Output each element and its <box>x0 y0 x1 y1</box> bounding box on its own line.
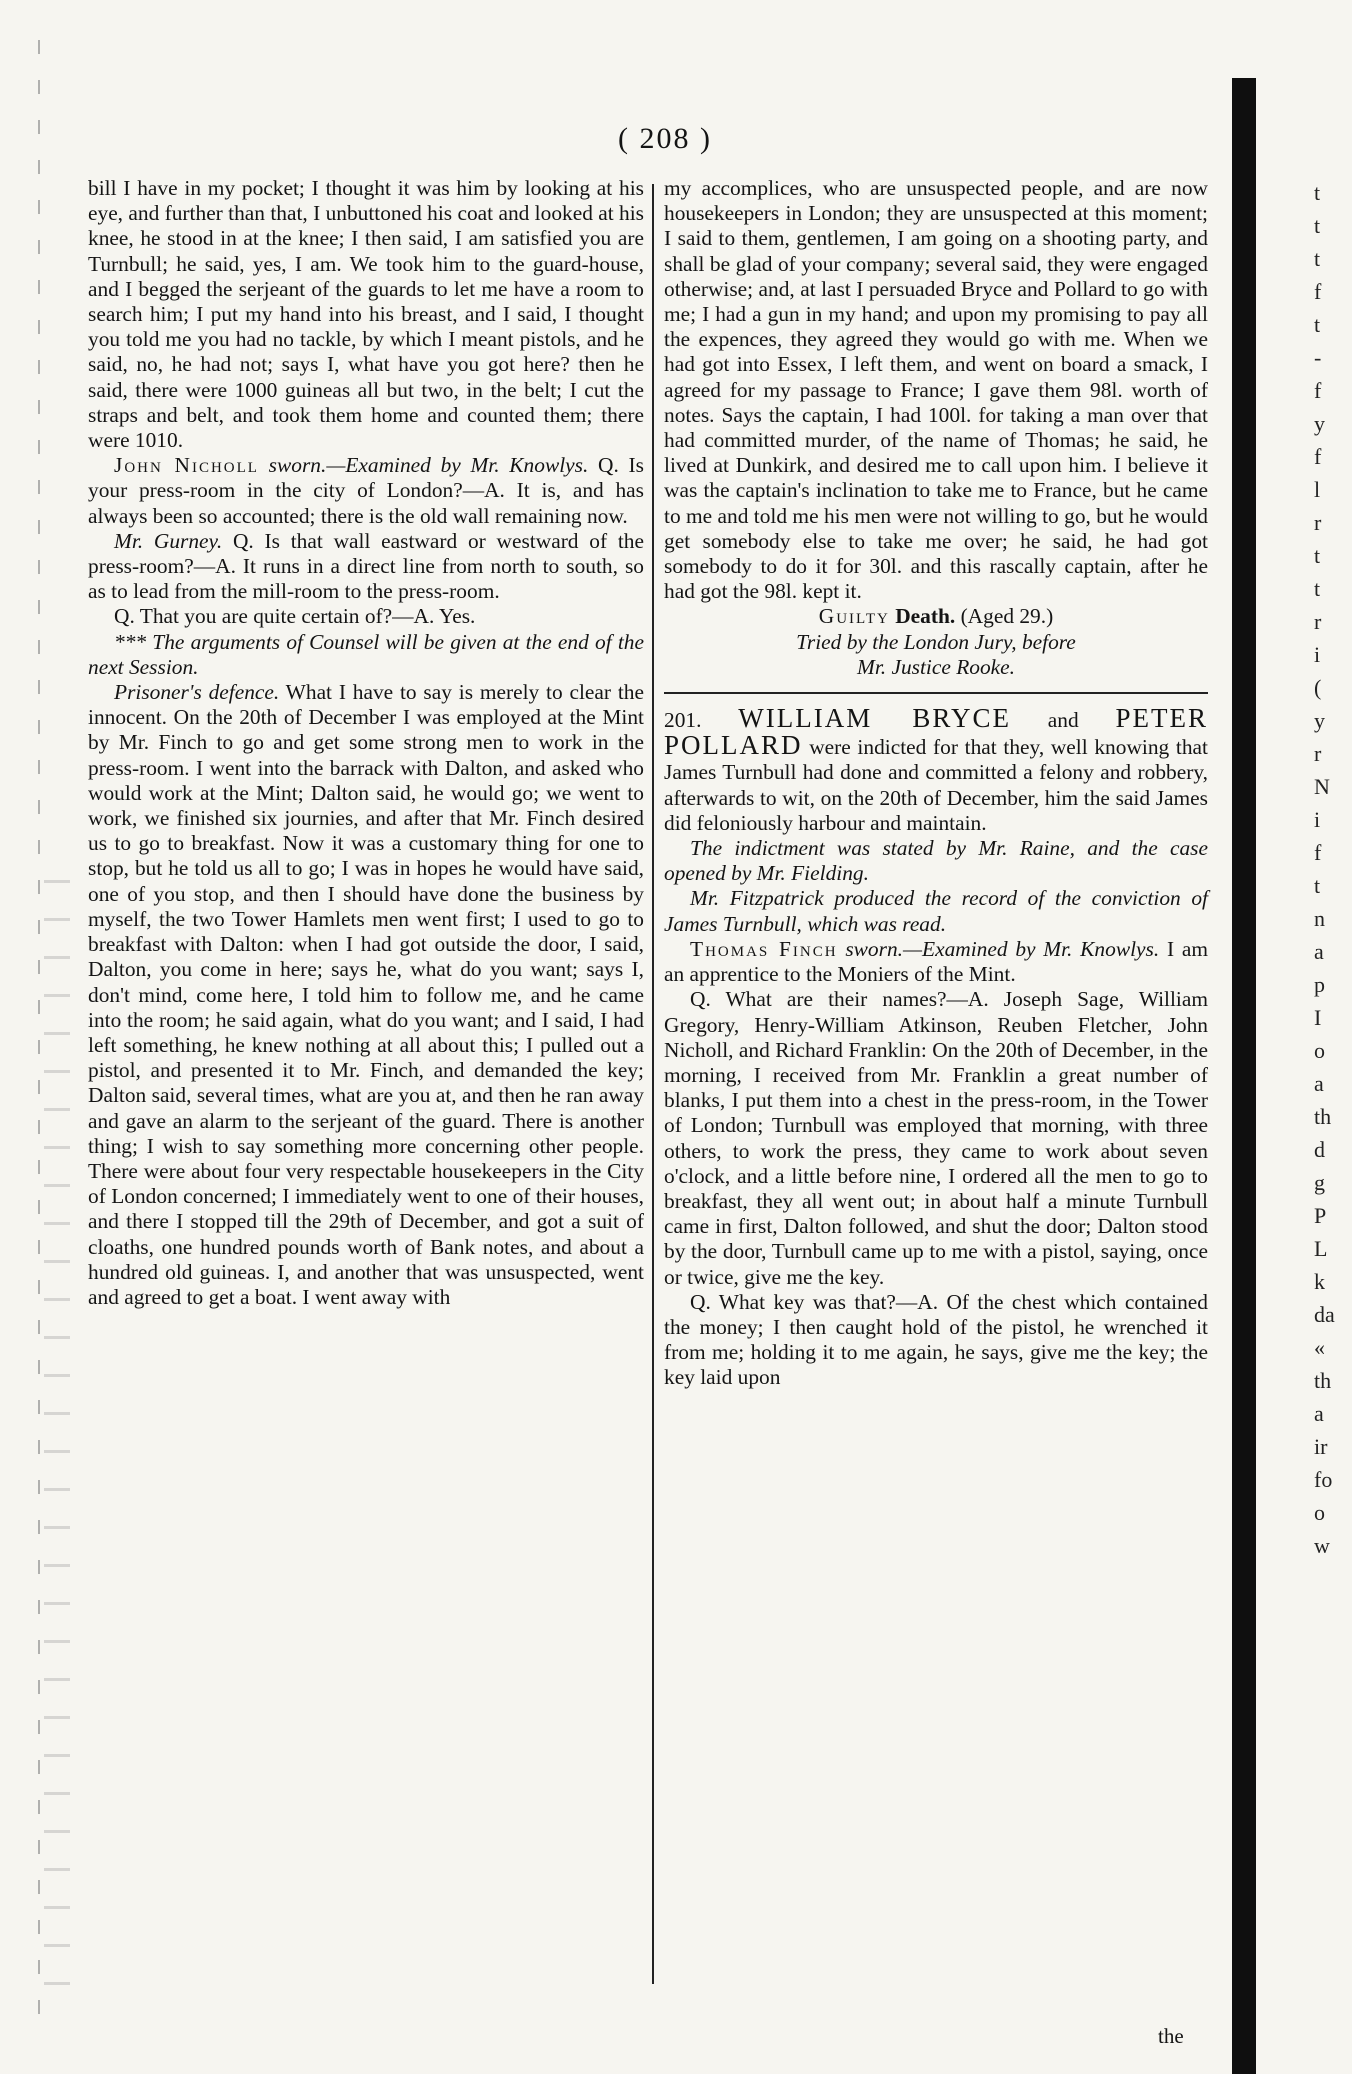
case-defendant-1: WILLIAM BRYCE <box>738 703 1011 734</box>
right-continuation: my accomplices, who are unsuspected people, and are now housekeepers in London; they are unsuspected at this moment; I said to them, gentlemen, I am going on a shooting party, and shall be glad of your company; several said, they were engaged otherwise; and, at last I persuaded Bryce and Pollard to go with me; I had a gun in my hand; and upon my promising to pay all the expences, they agreed they would go with me. When we had got into Essex, I left them, and went on board a smack, I agreed for my passage to France; I gave them 98l. worth of notes. Says the captain, I had 100l. for taking a man over that had committed murder, of the name of Thomas; he said, he lived at Dunkirk, and desired me to call upon him. I believe it was the captain's inclination to take me to France, but he came to me and told me his men were not willing to go, but he would get somebody else to take me over; he said, he had got somebody to do it for 30l. and this rascally captain, after he had got the 98l. kept it. <box>664 176 1208 604</box>
witness-text: Q. Is your press-room in the city of London?—A. It is, and has always been so accounted; there is the old wall remaining now. <box>88 453 644 528</box>
facing-page-fragment: w <box>1314 1533 1330 1558</box>
facing-page-fragment: f <box>1314 378 1322 403</box>
book-spine-shadow <box>1232 78 1256 2074</box>
facing-page-fragment: L <box>1314 1236 1328 1261</box>
left-paragraph-3: Q. That you are quite certain of?—A. Yes. <box>114 604 476 629</box>
facing-page-fragment: n <box>1314 906 1325 931</box>
speaker-text: Q. Is that wall eastward or westward of the press-room?—A. It runs in a direct line from north to south, so as to lead from the mill-room to the press-room. <box>88 528 644 604</box>
case-number: 201. <box>664 708 702 733</box>
page-number: ( 208 ) <box>618 122 712 155</box>
defence-text: What I have to say is merely to clear the innocent. On the 20th of December I was employed at the Mint by Mr. Finch to go and get some strong men to work in the press-room. I went into the barrack with Dalton, and asked who would work at the Mint; Dalton said, he would go; we went to work, we finished six journies, and after that Mr. Finch desired us to go to breakfast. Now it was a customary thing for one to stop, but he told us all to go; I was in hopes he would have said, one of you stop, and then I should have done the business by myself, the two Tower Hamlets men went first; I used to go to breakfast with Dalton: when I had got outside the door, I said, Dalton, you come in here; says he, what do you want; says I, don't mind, come here, I told him to follow me, and he came into the room; he said again, what do you want; and I said, I had left something, he knew nothing at all about this; I pulled out a pistol, and presented it to Mr. Finch, and demanded the key; Dalton said, several times, what are you at, and then he ran away and gave an alarm to the serjeant of the guard. There is another thing; I wish to say something more concerning other people. There were about four very respectable housekeepers in the City of London concerned; I immediately went to one of their houses, and there I stopped till the 29th of December, and got a suit of cloaths, one hundred pounds worth of Bank notes, and about a hundred old guineas. I, and another that was unsuspected, went and agreed to get a boat. I went away with <box>88 680 644 1309</box>
verdict-age: (Aged 29.) <box>960 604 1054 629</box>
facing-page-fragment: t <box>1314 246 1321 271</box>
left-paragraph-0: bill I have in my pocket; I thought it was him by looking at his eye, and further than that, I unbuttoned his coat and looked at his knee, he stood in at the knee; I then said, I am satisfied you are Turnbull; he said, yes, I am. We took him to the guard-house, and I begged the serjeant of the guards to let me have a room to search him; I put my hand into his breast, and I said, I thought you told me you had no tackle, by which I meant pistols, and he said, no, he had not; says I, what have you got here? then he said, there were 1000 guineas all but two, in the belt; I cut the straps and belt, and took them home and counted them; there were 1010. <box>88 176 644 453</box>
facing-page-fragment: a <box>1314 1401 1324 1426</box>
left-note: *** The arguments of Counsel will be given at the end of the next Session. <box>88 629 644 679</box>
facing-page-fragment: da <box>1314 1302 1335 1327</box>
left-paragraph-5 <box>88 680 644 1310</box>
facing-page-fragment: r <box>1314 510 1322 535</box>
facing-page-fragment: t <box>1314 543 1321 568</box>
facing-page-fragment: t <box>1314 213 1321 238</box>
facing-page-fragment: ( <box>1314 675 1322 700</box>
facing-page-fragment: p <box>1314 972 1325 997</box>
witness-text: I am an apprentice to the Moniers of the Mint. <box>664 936 1208 987</box>
case-and: and <box>1010 708 1116 733</box>
left-paragraph-1 <box>88 453 644 529</box>
facing-page-fragment: y <box>1314 708 1325 733</box>
facing-page-fragment: d <box>1314 1137 1325 1162</box>
left-paragraph-2 <box>88 529 644 605</box>
case-defendant-2: PETER POLLARD <box>664 703 1208 761</box>
facing-page-fragment: - <box>1314 345 1322 370</box>
witness-tag: sworn.—Examined by Mr. Knowlys. <box>837 936 1160 961</box>
right-witness <box>664 937 1208 987</box>
verdict-line <box>664 604 1208 629</box>
witness-tag: sworn.—Examined by Mr. Knowlys. <box>258 453 589 478</box>
facing-page-fragment: a <box>1314 939 1324 964</box>
facing-page-fragment: t <box>1314 873 1321 898</box>
facing-page-fragment: o <box>1314 1038 1325 1063</box>
case-heading <box>664 703 1208 836</box>
facing-page-fragment: P <box>1314 1203 1327 1228</box>
facing-page-fragment: t <box>1314 576 1321 601</box>
right-paragraph-0: Q. What are their names?—A. Joseph Sage, William Gregory, Henry-William Atkinson, Reuben Fletcher, John Nicholl, and Richard Franklin: On the 20th of December, in the morning, I received from Mr. Franklin a great number of blanks, I put them into a chest in the press-room, in the Tower of London; Turnbull was employed that morning, with three others, to work the press, they came to work about seven o'clock, and a little before nine, I ordered all the men to go to breakfast, they all went out; in about half a minute Turnbull came in first, Dalton followed, and shut the door; Dalton stood by the door, Turnbull came up to me with a pistol, saying, once or twice, give me the key. <box>664 987 1208 1289</box>
facing-page-fragment: l <box>1314 477 1321 502</box>
section-rule <box>664 692 1208 694</box>
facing-page-fragment: k <box>1314 1269 1325 1294</box>
facing-page-fragment: r <box>1314 609 1322 634</box>
facing-page-fragment: f <box>1314 279 1322 304</box>
facing-page-fragment: N <box>1314 774 1330 799</box>
facing-page-fragment: fo <box>1314 1467 1333 1492</box>
speaker-label: Prisoner's defence. <box>114 680 280 705</box>
facing-page-fragment: ir <box>1314 1434 1328 1459</box>
case-note-1: Mr. Fitzpatrick produced the record of the conviction of James Turnbull, which was read. <box>664 886 1208 936</box>
case-note-0: The indictment was stated by Mr. Raine, and the case opened by Mr. Fielding. <box>664 836 1208 886</box>
facing-page-fragment: t <box>1314 180 1321 205</box>
facing-page-fragment: f <box>1314 840 1322 865</box>
facing-page-fragment: i <box>1314 807 1321 832</box>
scan-left-edge <box>38 40 40 2030</box>
facing-page-fragment: f <box>1314 444 1322 469</box>
column-divider <box>652 184 654 1984</box>
facing-page-fragment: g <box>1314 1170 1325 1195</box>
left-column <box>88 176 644 1310</box>
catchword: the <box>1158 2024 1184 2048</box>
verdict-sentence: Death. <box>895 604 956 629</box>
facing-page-fragment: I <box>1314 1005 1322 1030</box>
case-text: were indicted for that they, well knowing that James Turnbull had done and committed a felony and robbery, afterwards to wit, on the 20th of December, him the said James did feloniously harbour and maintain. <box>664 735 1208 835</box>
witness-name: Thomas Finch <box>690 936 838 961</box>
facing-page-fragments <box>1314 176 1352 1562</box>
right-paragraph-1: Q. What key was that?—A. Of the chest which contained the money; I then caught hold of the pistol, he wrenched it from me; holding it to me again, he says, give me the key; the key laid upon <box>664 1289 1208 1390</box>
facing-page-fragment: th <box>1314 1368 1332 1393</box>
facing-page-fragment: o <box>1314 1500 1325 1525</box>
facing-page-fragment: th <box>1314 1104 1332 1129</box>
scan-left-marks <box>44 880 70 2000</box>
facing-page-fragment: « <box>1314 1335 1325 1360</box>
verdict-label: Guilty <box>818 604 890 629</box>
facing-page-fragment: r <box>1314 741 1322 766</box>
tried-line-2: Mr. Justice Rooke. <box>857 654 1015 679</box>
facing-page-fragment: i <box>1314 642 1321 667</box>
speaker-label: Mr. Gurney. <box>114 528 223 553</box>
right-column <box>664 176 1208 1391</box>
facing-page-fragment: t <box>1314 312 1321 337</box>
facing-page-fragment: a <box>1314 1071 1324 1096</box>
facing-page-fragment: y <box>1314 411 1325 436</box>
tried-line-1: Tried by the London Jury, before <box>796 629 1076 654</box>
witness-name: John Nicholl <box>114 453 259 478</box>
